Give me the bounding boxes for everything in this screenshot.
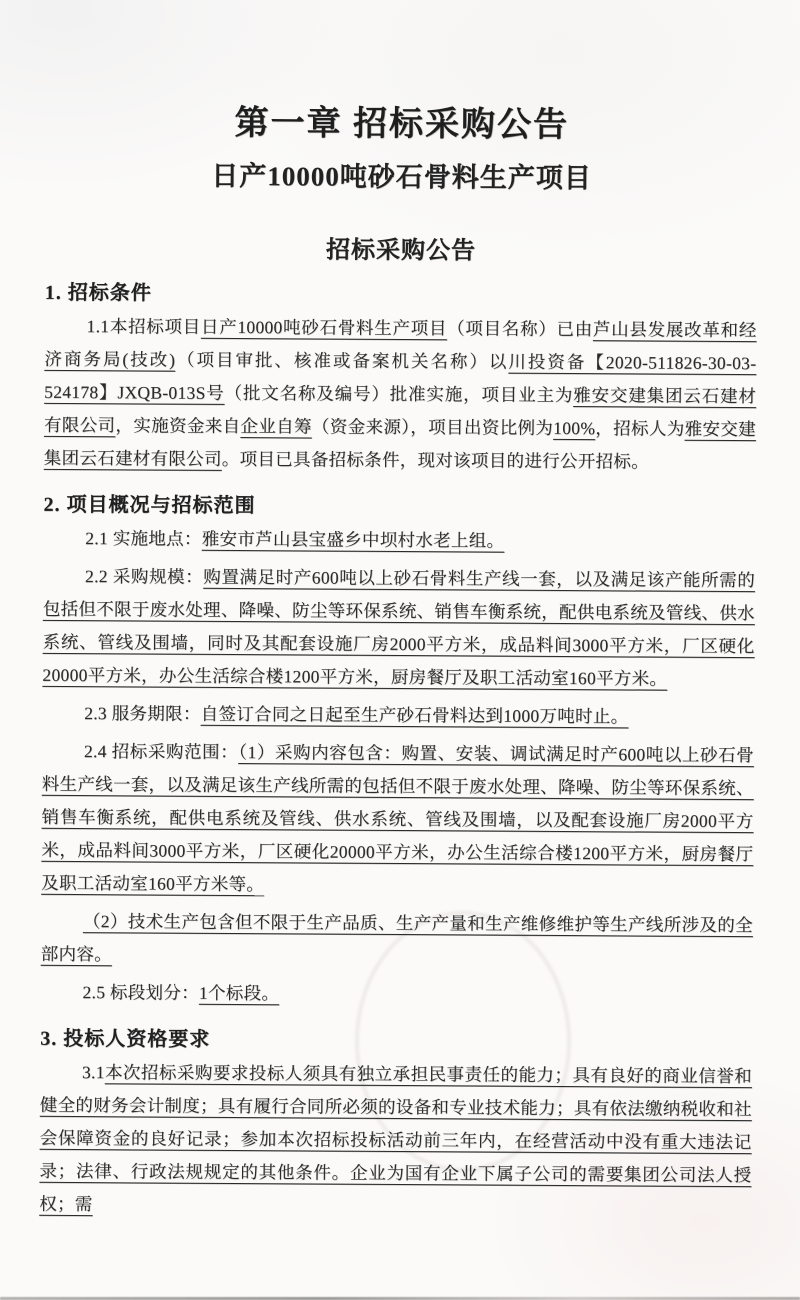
paragraph [39,1056,752,1225]
underlined-fill-text: 川投资备【2020-511826-30-03-524178】JXQB-013S号 [44,351,757,403]
section-heading: 1. 招标条件 [44,281,152,305]
underlined-fill-text: 日产10000吨砂石骨料生产项目 [200,316,448,339]
text-run: 2.4 招标采购范围： [83,741,239,763]
text-run: ，招标人为 [595,418,685,439]
text-run: （资金来源），项目出资比例为 [311,416,554,438]
announcement-heading: 招标采购公告 [325,237,477,265]
section-heading: 2. 项目概况与招标范围 [43,493,256,518]
underlined-fill-text: 购置满足时产600吨以上砂石骨料生产线一套，以及满足该产能所需的包括但不限于废水处理、降噪、防尘等环保系统、销售车衡系统，配供电系统及管线、供水系统、管线及围墙，同时及其配套设施厂房2000平方米，成品料间3000平方米，厂区硬化20000平方米，办公生活综合楼1200平方米，厨房餐厅及职工活动室160平方米。 [42,566,756,689]
paragraph [41,905,753,975]
paragraph [43,522,755,559]
text-run: （项目名称）已由 [447,318,593,340]
text-run: 2.5 标段划分： [82,982,200,1003]
paragraph [41,735,754,904]
text-run: 。项目已具备招标条件，现对该项目的进行公开招标。 [221,448,650,472]
text-run: （批文名称及编号）批准实施，项目业主为 [224,382,574,406]
underlined-fill-text: 雅安市芦山县宝盛乡中坝村水老上组。 [201,528,505,551]
text-run: 2.1 实施地点： [85,528,202,549]
sections [39,276,757,1225]
text-run: ，实施资金来自 [115,415,241,437]
project-subtitle: 日产10000吨砂石骨料生产项目 [211,160,592,194]
text-run: 2.2 采购规模： [85,566,204,587]
underlined-fill-text: 1个标段。 [198,982,280,1004]
underlined-fill-text: 雅安交建集团云石建材有限公司 [43,385,757,436]
paragraph [42,697,754,734]
underlined-fill-text: （1）采购内容包含：购置、安装、调试满足时产600吨以上砂石骨料生产线一套，以及满足该生产线所需的包括但不限于废水处理、降噪、防尘等环保系统、销售车衡系统，配供电系统及管线、供水系统、管线及围墙，以及配套设施厂房2000平方米，成品料间3000平方米，厂区硬化20000平方米，办公生活综合楼1200平方米，厨房餐厅及职工活动室160平方米等。 [41,742,755,895]
paragraph [44,310,757,479]
underlined-fill-text: （2）技术生产包含但不限于生产品质、生产产量和生产维修维护等生产线所涉及的全部内容。 [40,911,754,965]
underlined-fill-text: 自签订合同之日起至生产砂石骨料达到1000万吨时止。 [200,703,629,727]
document-content [39,94,758,1225]
chapter-title: 第一章 招标采购公告 [234,104,570,145]
underlined-fill-text: 芦山县发展改革和经济商务局(技改) [44,319,757,370]
underlined-fill-text: 雅安交建集团云石建材有限公司 [43,418,757,469]
text-run: 3.1 [81,1062,105,1083]
underlined-fill-text: 本次招标采购要求投标人须具有独立承担民事责任的能力；具有良好的商业信誉和健全的财务会计制度；具有履行合同所必须的设备和专业技术能力；具有依法缴纳税收和社会保障资金的良好记录；参加本次招标投标活动前三年内，在经营活动中没有重大违法记录；法律、行政法规规定的其他条件。企业为国有企业下属子公司的需要集团公司法人授权；需 [39,1062,753,1215]
underlined-fill-text: 企业自筹 [240,416,312,437]
text-run: （项目审批、核准或备案机关名称）以 [175,349,509,372]
underlined-fill-text: 100% [553,417,596,439]
text-run: 1.1本招标项目 [86,316,201,337]
text-run: 2.3 服务期限： [84,703,201,724]
paragraph [42,560,755,696]
section-heading: 3. 投标人资格要求 [40,1027,211,1051]
paragraph [40,976,752,1013]
